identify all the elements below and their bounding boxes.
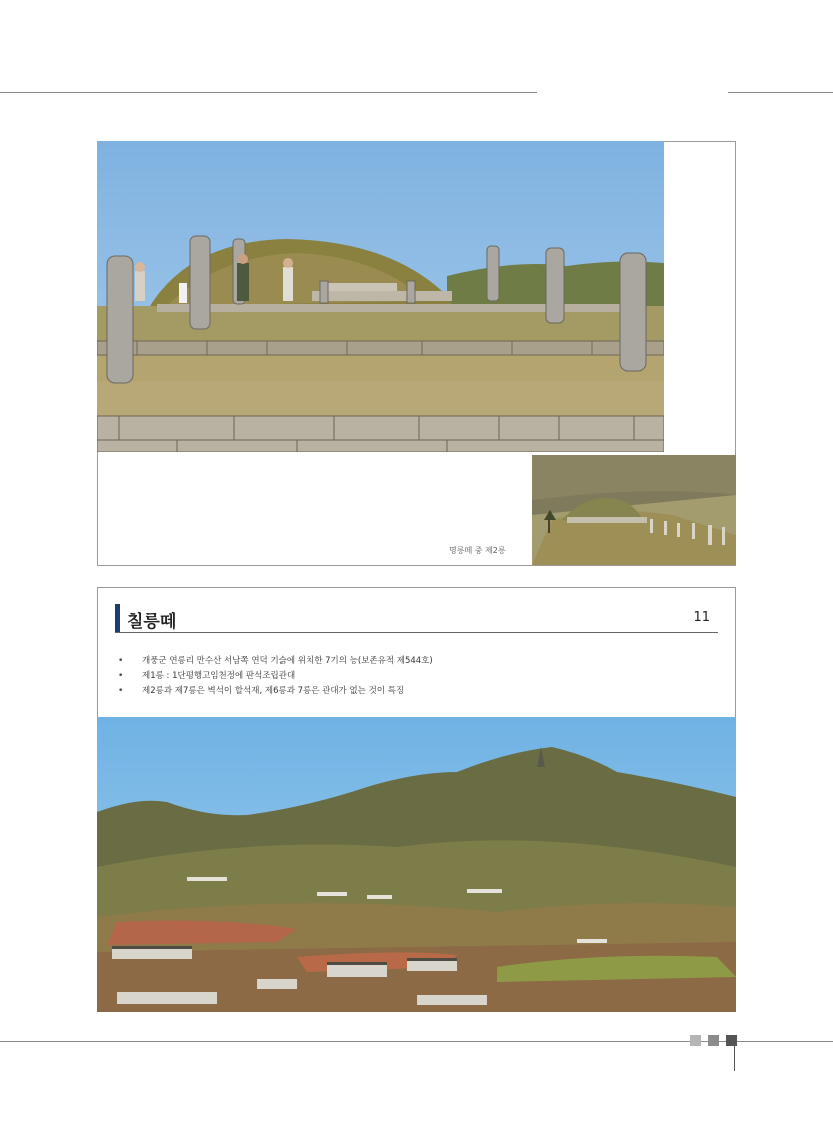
- page-marker-2: [708, 1035, 719, 1046]
- mountain-tombs-photo: [97, 717, 736, 1012]
- page-marker-1: [690, 1035, 701, 1046]
- section-title-bar: [115, 604, 120, 632]
- section-header: [115, 604, 718, 633]
- bullet-list: [118, 654, 433, 699]
- list-item: • 제1릉 : 1단평행고임천정에 판석조립관대: [118, 669, 433, 684]
- page-marker-3: [726, 1035, 737, 1046]
- footer-tick: [734, 1041, 735, 1071]
- list-item: • 개풍군 연릉리 만수산 서남쪽 연덕 기슭에 위치한 7기의 능(보존유적 제544호): [118, 654, 433, 669]
- tomb-ruins-photo: [97, 141, 664, 452]
- top-photo-caption: 명릉떼 중 제2릉: [449, 546, 506, 555]
- header-rule-left: [0, 92, 537, 93]
- tomb-distant-photo: [532, 455, 736, 565]
- list-item: • 제2릉과 제7릉은 벽석이 할석재, 제6릉과 7릉은 관대가 없는 것이 특징: [118, 684, 433, 699]
- page-number: 11: [693, 610, 710, 625]
- section-title: 칠릉떼: [127, 612, 177, 632]
- header-rule-right: [728, 92, 833, 93]
